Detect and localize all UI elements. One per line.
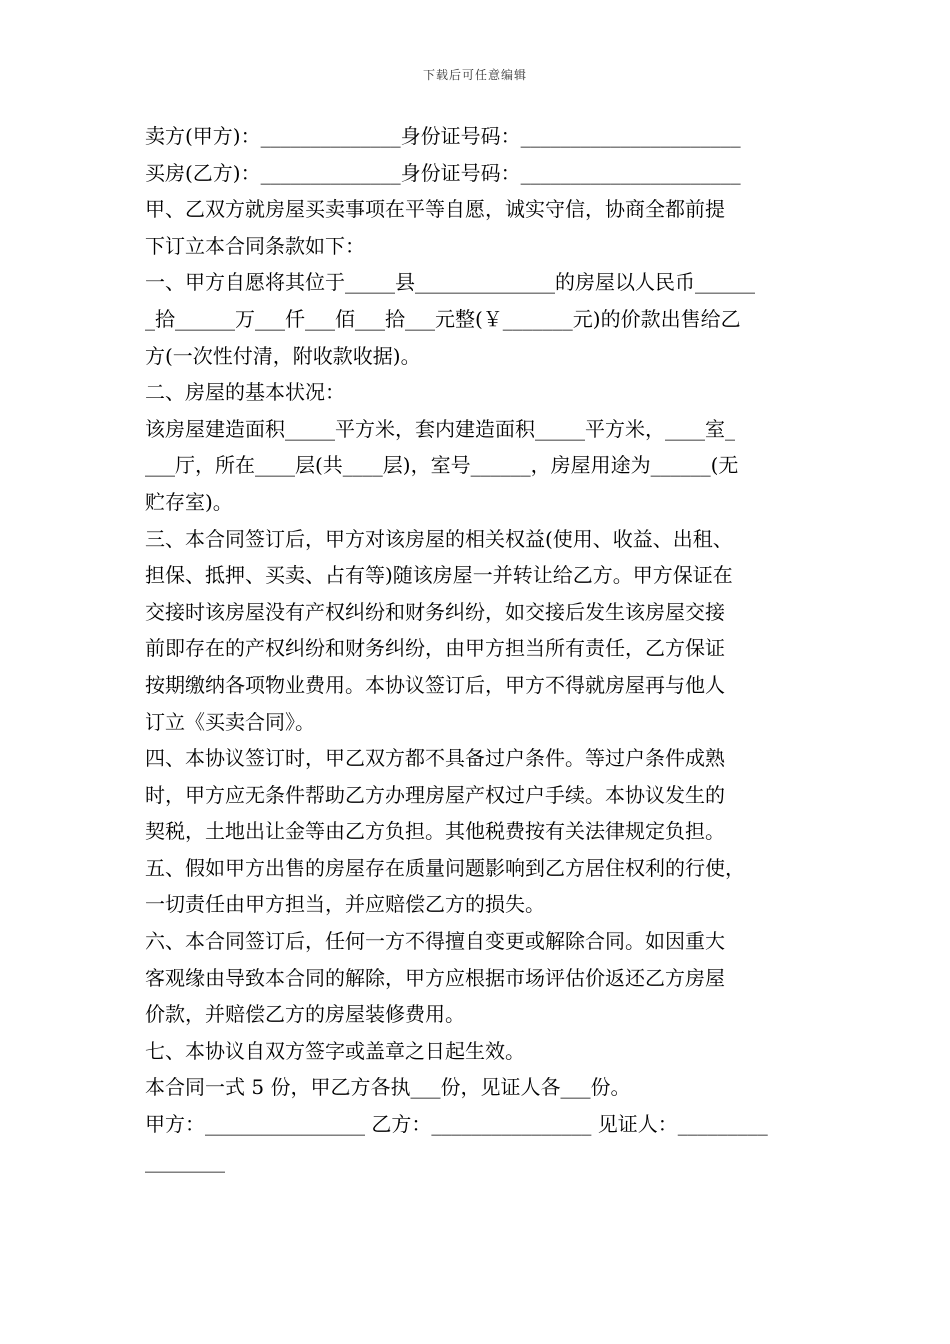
clause-3-line: 交接时该房屋没有产权纠纷和财务纠纷，如交接后发生该房屋交接 xyxy=(145,599,725,624)
clause-5-line: 五、假如甲方出售的房屋存在质量问题影响到乙方居住权利的行使， xyxy=(145,855,745,880)
signature-line: 甲方：________________ 乙方：________________ 见证人：_________ xyxy=(145,1112,768,1137)
clause-2-line: 二、房屋的基本状况： xyxy=(145,380,345,405)
clause-2-line: ___厅，所在____层(共____层)，室号______，房屋用途为______(无 xyxy=(145,453,739,478)
clause-3-line: 按期缴纳各项物业费用。本协议签订后，甲方不得就房屋再与他人 xyxy=(145,672,725,697)
clause-2-line: 贮存室)。 xyxy=(145,489,233,514)
copies-line: 本合同一式 5 份，甲乙方各执___份，见证人各___份。 xyxy=(145,1075,631,1100)
clause-3-line: 订立《买卖合同》。 xyxy=(145,709,315,734)
clause-3-line: 担保、抵押、买卖、占有等)随该房屋一并转让给乙方。甲方保证在 xyxy=(145,563,733,588)
clause-3-line: 三、本合同签订后，甲方对该房屋的相关权益(使用、收益、出租、 xyxy=(145,526,733,551)
clause-6-line: 价款，并赔偿乙方的房屋装修费用。 xyxy=(145,1002,465,1027)
clause-4-line: 时，甲方应无条件帮助乙方办理房屋产权过户手续。本协议发生的 xyxy=(145,782,725,807)
clause-4-line: 四、本协议签订时，甲乙双方都不具备过户条件。等过户条件成熟 xyxy=(145,746,725,771)
signature-line: ________ xyxy=(145,1148,225,1173)
clause-1-line: _拾______万___仟___佰___拾___元整(￥_______元)的价款出售给乙 xyxy=(145,306,741,331)
clause-5-line: 一切责任由甲方担当，并应赔偿乙方的损失。 xyxy=(145,892,545,917)
buyer-line: 买房(乙方)：______________身份证号码：______________________ xyxy=(145,160,741,185)
page-header-note: 下载后可任意编辑 xyxy=(422,68,527,82)
clause-1-line: 一、甲方自愿将其位于_____县______________的房屋以人民币______ xyxy=(145,270,755,295)
clause-7-line: 七、本协议自双方签字或盖章之日起生效。 xyxy=(145,1038,525,1063)
seller-line: 卖方(甲方)：______________身份证号码：______________________ xyxy=(145,124,741,148)
clause-2-line: 该房屋建造面积_____平方米，套内建造面积_____平方米，____室_ xyxy=(145,416,735,441)
clause-4-line: 契税，土地出让金等由乙方负担。其他税费按有关法律规定负担。 xyxy=(145,819,725,844)
preamble-line: 甲、乙双方就房屋买卖事项在平等自愿，诚实守信，协商全都前提 xyxy=(145,197,725,222)
clause-1-line: 方(一次性付清，附收款收据)。 xyxy=(145,343,421,368)
clause-3-line: 前即存在的产权纠纷和财务纠纷，由甲方担当所有责任，乙方保证 xyxy=(145,636,725,661)
preamble-line: 下订立本合同条款如下： xyxy=(145,233,365,258)
clause-6-line: 客观缘由导致本合同的解除，甲方应根据市场评估价返还乙方房屋 xyxy=(145,965,725,990)
contract-body xyxy=(145,118,811,1179)
clause-6-line: 六、本合同签订后，任何一方不得擅自变更或解除合同。如因重大 xyxy=(145,929,725,954)
